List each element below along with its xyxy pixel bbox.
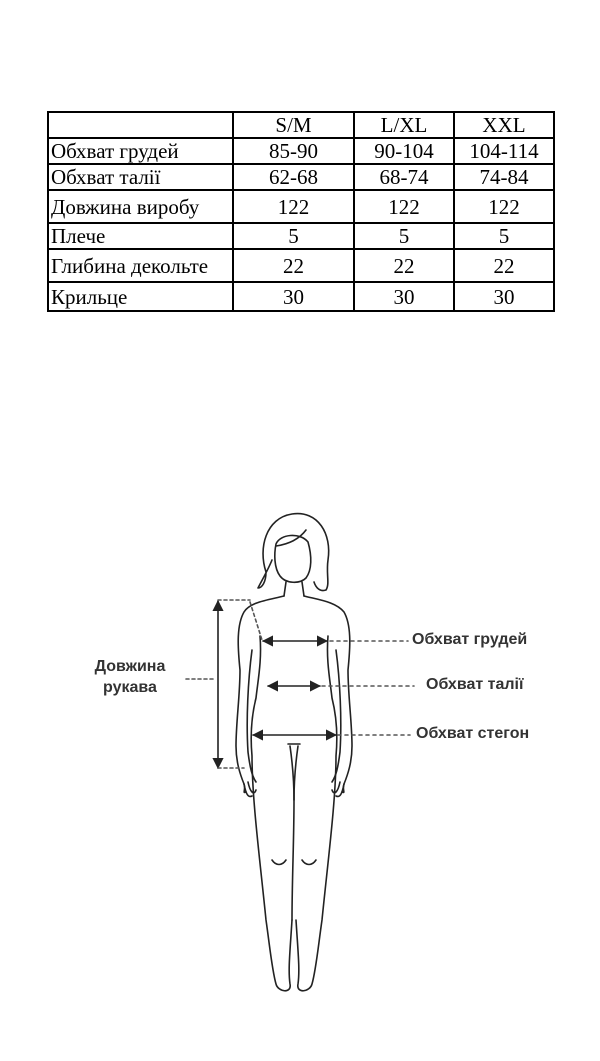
table-row xyxy=(48,249,554,282)
row-value: 68-74 xyxy=(354,164,454,190)
table-row xyxy=(48,190,554,223)
row-value: 122 xyxy=(354,190,454,223)
header-cell-xxl: XXL xyxy=(454,112,554,138)
row-label: Довжина виробу xyxy=(48,190,233,223)
row-value: 5 xyxy=(233,223,354,249)
chest-label: Обхват грудей xyxy=(412,631,528,648)
body-silhouette-icon xyxy=(0,500,600,1000)
row-value: 90-104 xyxy=(354,138,454,164)
row-value: 85-90 xyxy=(233,138,354,164)
row-label: Глибина декольте xyxy=(48,249,233,282)
measurement-diagram xyxy=(0,500,600,1000)
table-row xyxy=(48,164,554,190)
row-value: 22 xyxy=(454,249,554,282)
row-value: 30 xyxy=(233,282,354,311)
table-row xyxy=(48,223,554,249)
row-value: 30 xyxy=(354,282,454,311)
row-label: Плече xyxy=(48,223,233,249)
hips-label: Обхват стегон xyxy=(416,725,530,742)
row-value: 122 xyxy=(454,190,554,223)
row-value: 5 xyxy=(354,223,454,249)
table-row xyxy=(48,138,554,164)
sleeve-length-label-line2: рукава xyxy=(103,679,157,696)
header-cell-lxl: L/XL xyxy=(354,112,454,138)
row-label: Крильце xyxy=(48,282,233,311)
sleeve-length-label-line1: Довжина xyxy=(94,658,166,675)
row-value: 22 xyxy=(354,249,454,282)
row-value: 5 xyxy=(454,223,554,249)
size-table xyxy=(47,111,555,312)
row-value: 22 xyxy=(233,249,354,282)
row-value: 62-68 xyxy=(233,164,354,190)
row-value: 74-84 xyxy=(454,164,554,190)
header-cell-empty xyxy=(48,112,233,138)
row-label: Обхват талії xyxy=(48,164,233,190)
row-value: 122 xyxy=(233,190,354,223)
header-cell-sm: S/M xyxy=(233,112,354,138)
row-value: 30 xyxy=(454,282,554,311)
sleeve-length-label xyxy=(82,656,178,698)
row-label: Обхват грудей xyxy=(48,138,233,164)
table-header-row xyxy=(48,112,554,138)
row-value: 104-114 xyxy=(454,138,554,164)
table-row xyxy=(48,282,554,311)
waist-label: Обхват талії xyxy=(426,676,524,693)
